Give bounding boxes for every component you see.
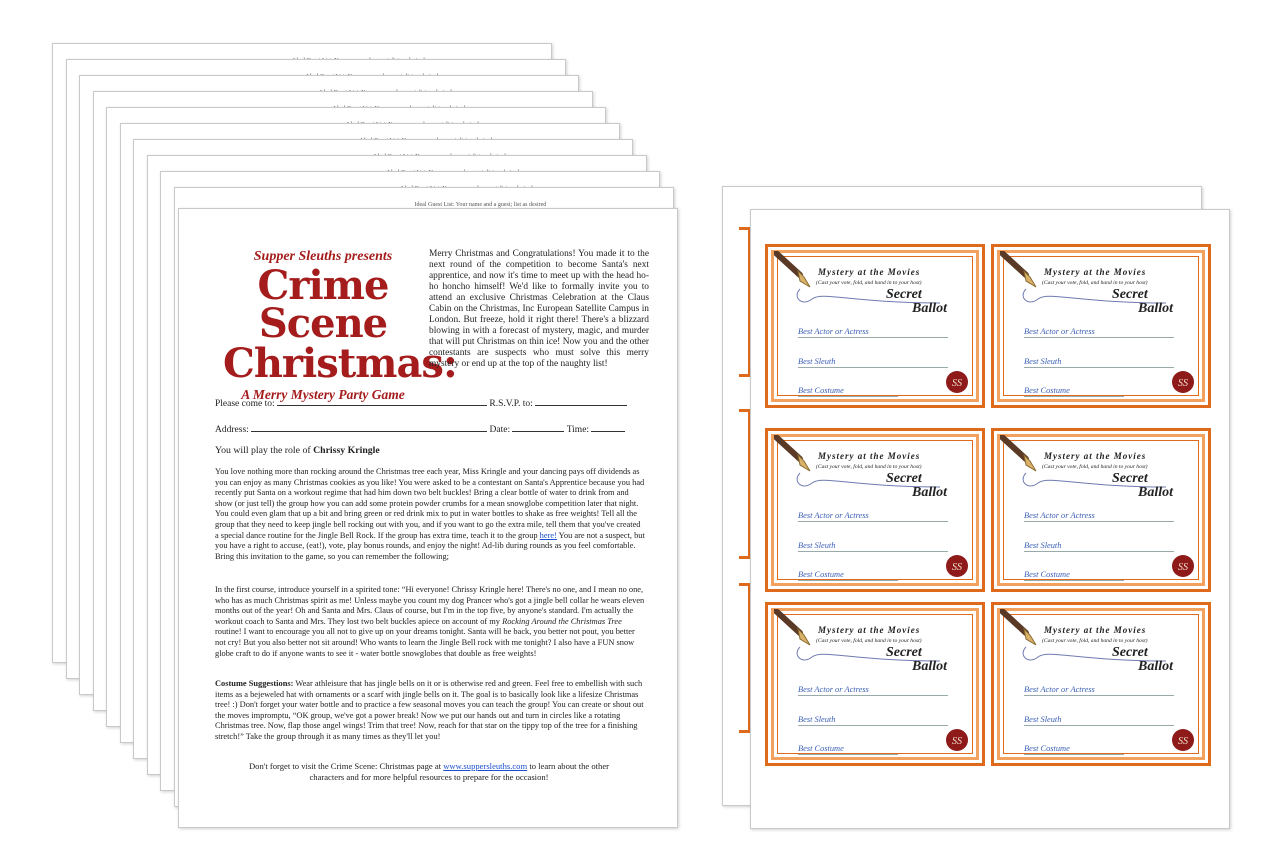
ballot-subtitle: (Cast your vote, fold, and hand in to your host): [816, 638, 922, 644]
best-costume-field[interactable]: Best Costume: [1024, 744, 1124, 755]
please-come-field[interactable]: [277, 397, 487, 406]
ballot-card: [765, 428, 985, 592]
website-link[interactable]: www.suppersleuths.com: [443, 761, 528, 771]
subtitle: A Merry Mystery Party Game: [241, 387, 405, 402]
invitation-sheet: [178, 208, 678, 828]
best-actor-field[interactable]: Best Actor or Actress: [798, 511, 948, 522]
ballot-text: Ballot: [1138, 659, 1174, 674]
ballot-subtitle: (Cast your vote, fold, and hand in to your host): [1042, 638, 1148, 644]
ballot-text: Ballot: [1138, 485, 1174, 500]
title-line-1: Crime Scene: [257, 262, 389, 347]
ballot-subtitle: (Cast your vote, fold, and hand in to your host): [816, 464, 922, 470]
ballot-title: Mystery at the Movies: [1044, 625, 1147, 635]
best-actor-field[interactable]: Best Actor or Actress: [1024, 511, 1174, 522]
paragraph-1-text-a: You love nothing more than rocking around the Christmas tree each year, Miss Kringle and your dancing pays off dividends as you can enjoy as many Christmas cookies as you like! You were asked to be a contestant on Santa's Apprentice because you had recently put Santa on a workout regime that had him down two belt buckles! Bring a clear bottle of water to drink from and show (or just tell) the group how you can add some protein powder crumbs for a mean snowglobe competition later that night. You could even glam that up a bit and bring green or red drink mix to put in water bottles to shake as free weights! Tell all the group that they need to keep jingle bell rocking out with you, and if you want to go the extra mile, tell them that you've created a special dance routine for the Jingle Bell Rock. If the group has extra time, teach it to the group: [215, 467, 645, 540]
rsvp-field[interactable]: [535, 397, 627, 406]
ballot-card: [991, 602, 1211, 766]
ballot-text: Ballot: [912, 301, 948, 316]
best-costume-field[interactable]: Best Costume: [798, 570, 898, 581]
seal-text: SS: [952, 378, 962, 389]
secret-text: Secret: [886, 471, 922, 486]
invitation-brand: [223, 249, 457, 403]
address-label: Address:: [215, 425, 249, 435]
best-costume-field[interactable]: Best Costume: [1024, 570, 1124, 581]
ballot-title: Mystery at the Movies: [1044, 267, 1147, 277]
best-costume-field[interactable]: Best Costume: [798, 386, 898, 397]
rsvp-label: R.S.V.P. to:: [489, 399, 533, 409]
paragraph-1-text-b: You are not a suspect, but you have a right to accuse, (eat!), vote, play bonus rounds, and enjoy the night! Ad-lib during rounds as you feel comfortable. Bring this invitation to the game, so you can remember the following;: [215, 530, 645, 561]
time-label: Time:: [566, 425, 590, 435]
best-actor-field[interactable]: Best Actor or Actress: [798, 685, 948, 696]
footer-text-a: Don't forget to visit the Crime Scene: Christmas page at: [248, 761, 442, 771]
time-field[interactable]: [591, 423, 625, 432]
address-row: [215, 423, 625, 435]
secret-text: Secret: [886, 287, 922, 302]
ballot-title: Mystery at the Movies: [1044, 451, 1147, 461]
wax-seal-icon: [1170, 369, 1196, 395]
best-sleuth-field[interactable]: Best Sleuth: [798, 541, 948, 552]
stacked-sheet-header: Ideal Guest List: Your name and a guest; list as desired: [414, 202, 547, 208]
ballot-subtitle: (Cast your vote, fold, and hand in to your host): [1042, 280, 1148, 286]
secret-text: Secret: [1112, 645, 1148, 660]
costume-label: Costume Suggestions:: [215, 679, 294, 688]
seal-text: SS: [1178, 562, 1188, 573]
here-link[interactable]: here!: [539, 530, 557, 540]
ballot-subtitle: (Cast your vote, fold, and hand in to your host): [816, 280, 922, 286]
ballot-card: [991, 244, 1211, 408]
secret-text: Secret: [1112, 471, 1148, 486]
best-sleuth-field[interactable]: Best Sleuth: [1024, 541, 1174, 552]
role-prefix: You will play the role of: [215, 445, 311, 456]
seal-text: SS: [952, 562, 962, 573]
footer-note: [239, 761, 619, 782]
ballot-text: Ballot: [1138, 301, 1174, 316]
wax-seal-icon: [944, 369, 970, 395]
first-course-paragraph: [215, 585, 645, 659]
best-actor-field[interactable]: Best Actor or Actress: [1024, 327, 1174, 338]
character-paragraph: [215, 467, 645, 562]
wax-seal-icon: [944, 727, 970, 753]
date-label: Date:: [489, 425, 511, 435]
costume-paragraph: [215, 679, 645, 743]
ballot-subtitle: (Cast your vote, fold, and hand in to your host): [1042, 464, 1148, 470]
best-sleuth-field[interactable]: Best Sleuth: [798, 357, 948, 368]
ballot-text: Ballot: [912, 485, 948, 500]
paragraph-2-text-a: In the first course, introduce yourself in a spirited tone: “Hi everyone! Chrissy Kringle here! There's no one, and I mean no one, who has as much Christmas spirit as me! Unless maybe you count my dog Prancer who's got a jingle bell collar he wears eleven months out of the year! Oh and Santa and Mrs. Claus of course, but I'm in the top five, by anyone's standard. I'm actually the workout coach to Santa and Mrs. They lost two belt buckles apiece on account of my: [215, 585, 645, 626]
costume-text: Wear athleisure that has jingle bells on it or is otherwise red and green. Feel free to embellish with such items as a bejeweled hat with ornaments or a scarf with jingle bells on it. The goal is to basically look like a lifesize Christmas tree! :) Don't forget your water bottle and to practice a few seasonal moves you can teach the group! You can create or shout out the moves impromptu, “OK group, we've got a power break! Now we put our hands out and turn in circles like a rotating Christmas tree. Now, flap those angel wings! Trim that tree! Now, reach for that star on the tippy top of the tree for a finishing stretch!” Take the group through it as many times as they'll let you!: [215, 679, 644, 741]
wax-seal-icon: [1170, 553, 1196, 579]
ballot-title: Mystery at the Movies: [818, 625, 921, 635]
ballot-card: [991, 428, 1211, 592]
best-actor-field[interactable]: Best Actor or Actress: [798, 327, 948, 338]
best-costume-field[interactable]: Best Costume: [798, 744, 898, 755]
ballot-card: [765, 602, 985, 766]
best-sleuth-field[interactable]: Best Sleuth: [1024, 357, 1174, 368]
ballot-text: Ballot: [912, 659, 948, 674]
ballot-title: Mystery at the Movies: [818, 451, 921, 461]
please-come-label: Please come to:: [215, 399, 275, 409]
secret-text: Secret: [1112, 287, 1148, 302]
title-line-2: Christmas:: [223, 340, 457, 387]
best-actor-field[interactable]: Best Actor or Actress: [1024, 685, 1174, 696]
wax-seal-icon: [944, 553, 970, 579]
paragraph-2-text-b: routine! I want to encourage you all not to give up on your dreams tonight. Santa will be back, you better not pout, you better not cry! But you also better not sit around! Who wants to learn the Jingle Bell rock with me tonight? I also have a FUN snow globe craft to do if anyone wants to see it - water bottle snowglobes that double as free weights!: [215, 627, 635, 658]
seal-text: SS: [1178, 378, 1188, 389]
ballot-card: [765, 244, 985, 408]
please-come-row: [215, 397, 627, 409]
role-name: Chrissy Kringle: [313, 445, 380, 456]
seal-text: SS: [1178, 736, 1188, 747]
intro-paragraph: Merry Christmas and Congratulations! You made it to the next round of the competition to become Santa's next apprentice, and now it's time to meet up with the head ho-ho honcho himself! We'd like to formally invite you to attend an exclusive Christmas Celebration at the Claus Cabin on the Christmas, Inc European Satellite Campus in London. But freeze, hold it right there! There's a blizzard blowing in with a forecast of mystery, magic, and murder that will put Christmas on thin ice! Now you and the other contestants are suspects who must solve this merry mystery or end up at the top of the naughty list!: [429, 249, 649, 369]
best-sleuth-field[interactable]: Best Sleuth: [798, 715, 948, 726]
best-costume-field[interactable]: Best Costume: [1024, 386, 1124, 397]
role-line: [215, 445, 380, 456]
seal-text: SS: [952, 736, 962, 747]
presents-line: Supper Sleuths presents: [253, 249, 393, 264]
address-field[interactable]: [251, 423, 487, 432]
footer-text-b: to learn about the other characters and for more helpful resources to prepare for the occasion!: [309, 761, 610, 782]
ballot-title: Mystery at the Movies: [818, 267, 921, 277]
paragraph-2-italic: Rocking Around the Christmas Tree: [502, 616, 622, 626]
date-field[interactable]: [512, 423, 564, 432]
wax-seal-icon: [1170, 727, 1196, 753]
secret-text: Secret: [886, 645, 922, 660]
best-sleuth-field[interactable]: Best Sleuth: [1024, 715, 1174, 726]
ballot-sheet-front: [750, 209, 1230, 829]
